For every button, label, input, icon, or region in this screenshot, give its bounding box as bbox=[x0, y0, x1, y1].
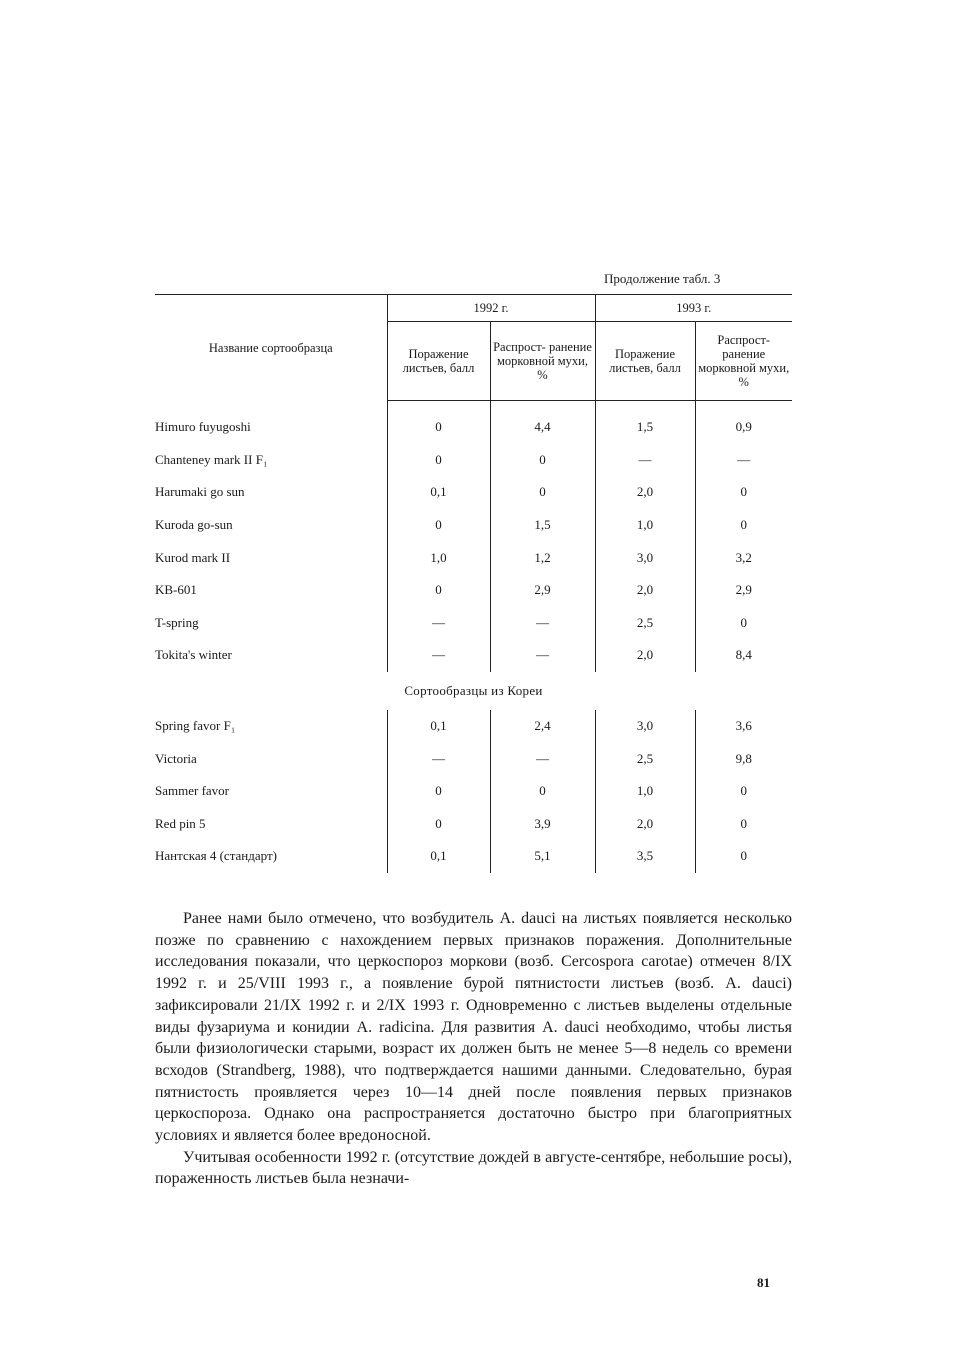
variety-name-cell: Harumaki go sun bbox=[155, 484, 245, 500]
table-row bbox=[155, 476, 792, 509]
value-cell: 2,0 bbox=[595, 639, 695, 672]
table-caption: Продолжение табл. 3 bbox=[604, 271, 721, 286]
table-row bbox=[155, 840, 792, 873]
value-cell: 0 bbox=[490, 775, 595, 808]
sub-header-fly-1993: Распрост- ранение морковной мухи, % bbox=[695, 322, 792, 401]
name-header: Название сортообразца bbox=[155, 295, 387, 401]
table-row bbox=[155, 541, 792, 574]
value-cell: 0 bbox=[695, 775, 792, 808]
variety-name-cell: KB-601 bbox=[155, 582, 197, 598]
table-row bbox=[155, 775, 792, 808]
table-row bbox=[155, 742, 792, 775]
variety-name-cell: T-spring bbox=[155, 614, 199, 630]
variety-name-cell: Red pin 5 bbox=[155, 815, 206, 831]
table-row bbox=[155, 710, 792, 743]
value-cell: 1,2 bbox=[490, 541, 595, 574]
sub-header-leaf-1992: Поражение листьев, балл bbox=[387, 322, 490, 401]
value-cell: 2,5 bbox=[595, 742, 695, 775]
value-cell: 9,8 bbox=[695, 742, 792, 775]
table-section bbox=[155, 672, 792, 710]
value-cell: 3,0 bbox=[595, 710, 695, 743]
year-1992-header: 1992 г. bbox=[387, 295, 595, 322]
sub-header-fly-1992: Распрост- ранение морковной мухи, % bbox=[490, 322, 595, 401]
value-cell: 4,4 bbox=[490, 411, 595, 444]
variety-name-cell: Kurod mark II bbox=[155, 549, 231, 565]
value-cell: 0,1 bbox=[387, 710, 490, 743]
variety-name-cell: Tokita's winter bbox=[155, 647, 232, 663]
value-cell: 1,5 bbox=[490, 509, 595, 542]
value-cell: 2,9 bbox=[490, 574, 595, 607]
value-cell: 2,0 bbox=[595, 808, 695, 841]
paragraph-2: Учитывая особенности 1992 г. (отсутствие дождей в августе-сентябре, небольшие росы), пораженность листьев была незначи- bbox=[155, 1148, 792, 1188]
value-cell: 0 bbox=[695, 476, 792, 509]
value-cell: — bbox=[490, 607, 595, 640]
value-cell: — bbox=[490, 639, 595, 672]
value-cell: 0 bbox=[490, 444, 595, 477]
value-cell: 0,1 bbox=[387, 840, 490, 873]
value-cell: 0 bbox=[387, 775, 490, 808]
section-title-korea: Сортообразцы из Кореи bbox=[404, 682, 543, 698]
table-row bbox=[155, 411, 792, 444]
table-row bbox=[155, 509, 792, 542]
value-cell: 1,0 bbox=[595, 509, 695, 542]
value-cell: — bbox=[490, 742, 595, 775]
year-1993-header: 1993 г. bbox=[595, 295, 792, 322]
value-cell: 0,9 bbox=[695, 411, 792, 444]
value-cell: 2,5 bbox=[595, 607, 695, 640]
value-cell: 1,5 bbox=[595, 411, 695, 444]
value-cell: 3,0 bbox=[595, 541, 695, 574]
value-cell: 1,0 bbox=[595, 775, 695, 808]
value-cell: — bbox=[695, 444, 792, 477]
value-cell: 0 bbox=[387, 808, 490, 841]
table-row bbox=[155, 574, 792, 607]
table-body-main bbox=[155, 401, 792, 672]
value-cell: 3,2 bbox=[695, 541, 792, 574]
value-cell: 3,6 bbox=[695, 710, 792, 743]
value-cell: 0,1 bbox=[387, 476, 490, 509]
value-cell: — bbox=[387, 607, 490, 640]
value-cell: 0 bbox=[695, 607, 792, 640]
value-cell: 0 bbox=[695, 509, 792, 542]
table-body-korea bbox=[155, 710, 792, 873]
value-cell: 0 bbox=[695, 808, 792, 841]
variety-name-cell: Chanteney mark II F₁ bbox=[155, 451, 268, 467]
results-table bbox=[155, 294, 792, 873]
value-cell: 0 bbox=[387, 574, 490, 607]
value-cell: 0 bbox=[695, 840, 792, 873]
value-cell: 1,0 bbox=[387, 541, 490, 574]
value-cell: 2,9 bbox=[695, 574, 792, 607]
value-cell: 3,9 bbox=[490, 808, 595, 841]
value-cell: — bbox=[595, 444, 695, 477]
table-row bbox=[155, 808, 792, 841]
value-cell: 0 bbox=[490, 476, 595, 509]
variety-name-cell: Spring favor F₁ bbox=[155, 718, 236, 734]
value-cell: 0 bbox=[387, 444, 490, 477]
table-row bbox=[155, 444, 792, 477]
body-text bbox=[155, 908, 792, 1190]
value-cell: 2,0 bbox=[595, 476, 695, 509]
value-cell: — bbox=[387, 639, 490, 672]
table-row bbox=[155, 639, 792, 672]
value-cell: — bbox=[387, 742, 490, 775]
table-row bbox=[155, 607, 792, 640]
variety-name-cell: Himuro fuyugoshi bbox=[155, 419, 251, 435]
page-number: 81 bbox=[757, 1275, 770, 1290]
variety-name-cell: Victoria bbox=[155, 750, 197, 766]
variety-name-cell: Sammer favor bbox=[155, 783, 230, 799]
value-cell: 0 bbox=[387, 509, 490, 542]
value-cell: 8,4 bbox=[695, 639, 792, 672]
paragraph-1: Ранее нами было отмечено, что возбудитель A. dauci на листьях появляется несколько позже по сравнению с нахождением первых признаков поражения. Дополнительные исследования показали, что церкоспороз моркови (возб. Cercospora carotae) отмечен 8/IX 1992 г. и 25/VIII 1993 г., а появление бурой пятнистости листьев (возб. A. dauci) зафиксировали 21/IX 1992 г. и 2/IX 1993 г. Одновременно с листьев выделены отдельные виды фузариума и конидии A. radicina. Для развития A. dauci необходимо, чтобы листья были физиологически старыми, возраст их должен быть не менее 5—8 недель со времени всходов (Strandberg, 1988), что подтверждается нашими данными. Следовательно, бурая пятнистость проявляется через 10—14 дней после появления первых признаков церкоспороза. Однако она распространяется достаточно быстро при благоприятных условиях и является более вредоносной. bbox=[155, 910, 792, 1145]
value-cell: 2,4 bbox=[490, 710, 595, 743]
variety-name-cell: Нантская 4 (стандарт) bbox=[155, 848, 277, 864]
value-cell: 5,1 bbox=[490, 840, 595, 873]
value-cell: 2,0 bbox=[595, 574, 695, 607]
variety-name-cell: Kuroda go-sun bbox=[155, 517, 233, 533]
value-cell: 3,5 bbox=[595, 840, 695, 873]
value-cell: 0 bbox=[387, 411, 490, 444]
sub-header-leaf-1993: Поражение листьев, балл bbox=[595, 322, 695, 401]
